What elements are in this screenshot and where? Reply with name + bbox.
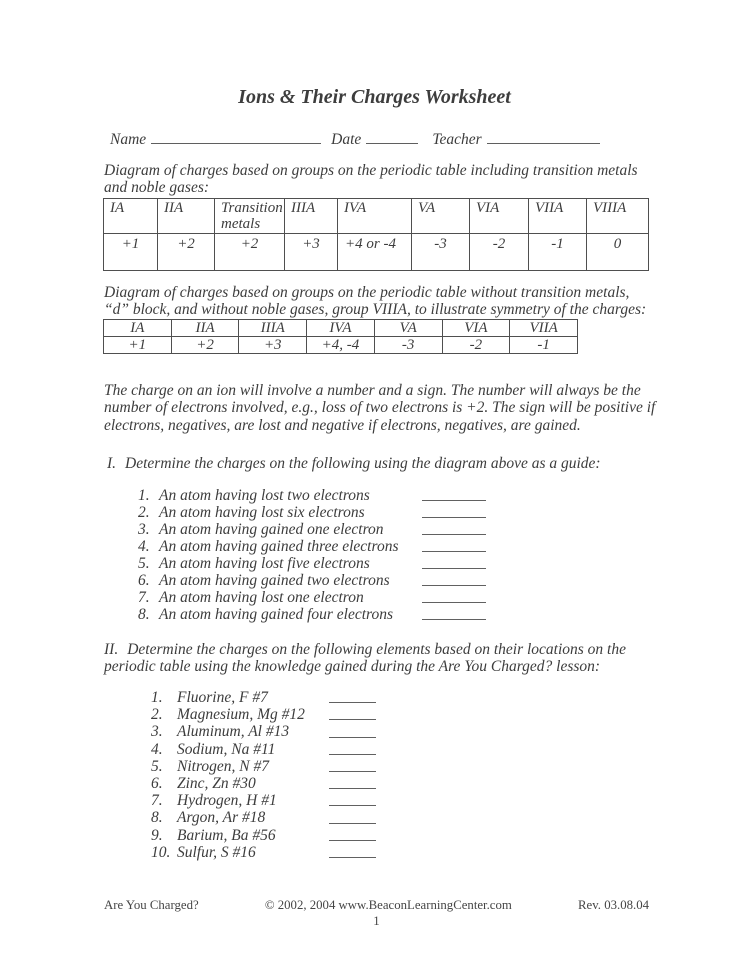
item-number: 7. [151, 792, 163, 810]
answer-blank [329, 823, 376, 824]
table-header-cell: VIA [470, 199, 529, 234]
item-text: An atom having gained one electron [159, 521, 384, 538]
table-value-cell: +2 [215, 234, 285, 271]
answer-blank [329, 719, 376, 720]
item-number: 8. [138, 606, 150, 623]
charges-table-symmetric [103, 319, 578, 354]
answer-blank [422, 517, 486, 518]
item-text: An atom having lost two electrons [159, 487, 370, 504]
item-text: Nitrogen, N #7 [177, 757, 270, 775]
table-header-cell: IVA [307, 320, 375, 337]
item-number: 9. [151, 826, 163, 844]
list-item [151, 706, 471, 723]
item-number: 5. [151, 757, 163, 775]
section1-heading-text: Determine the charges on the following using the diagram above as a guide: [125, 455, 601, 472]
intro-symmetric-table-text: Diagram of charges based on groups on the periodic table without transition metals, “d” block, and without noble gases, group VIIIA, to illustrate symmetry of the charges: [104, 284, 647, 319]
page-footer [104, 898, 649, 913]
item-number: 7. [138, 589, 150, 606]
table-row [104, 234, 649, 271]
table-header-cell: VA [374, 320, 442, 337]
item-number: 4. [151, 740, 163, 758]
footer-revision-text: Rev. 03.08.04 [578, 898, 649, 912]
table-value-cell: -3 [412, 234, 470, 271]
answer-blank [422, 568, 486, 569]
table-header-cell: VA [412, 199, 470, 234]
list-item [151, 844, 471, 861]
table-header-cell: Transition metals [215, 199, 285, 234]
table-header-cell: IA [104, 320, 172, 337]
table-header-cell: IIIA [239, 320, 307, 337]
list-item [138, 555, 568, 572]
list-item [151, 827, 471, 844]
item-number: 6. [151, 774, 163, 792]
section1-question-list [138, 487, 568, 623]
answer-blank [422, 551, 486, 552]
section2-question-list [151, 689, 471, 861]
name-label: Name [110, 131, 147, 148]
table-value-cell: +3 [285, 234, 338, 271]
item-text: An atom having gained four electrons [159, 606, 394, 623]
table-value-cell: -3 [374, 337, 442, 354]
answer-blank [329, 754, 376, 755]
item-number: 3. [151, 723, 163, 741]
answer-blank [422, 500, 486, 501]
item-number: 6. [138, 572, 150, 589]
item-text: Zinc, Zn #30 [177, 774, 256, 792]
item-text: Barium, Ba #56 [177, 826, 276, 844]
list-item [138, 572, 568, 589]
item-text: An atom having lost six electrons [159, 504, 365, 521]
list-item [138, 487, 568, 504]
teacher-label: Teacher [432, 131, 482, 148]
item-text: An atom having gained three electrons [159, 538, 399, 555]
section1-heading [107, 455, 659, 473]
teacher-blank [487, 129, 600, 144]
table-value-cell: -2 [470, 234, 529, 271]
page-title: Ions & Their Charges Worksheet [238, 86, 511, 108]
table-header-cell: IIIA [285, 199, 338, 234]
answer-blank [329, 857, 376, 858]
item-text: Magnesium, Mg #12 [177, 706, 305, 724]
table-value-cell: +1 [104, 234, 158, 271]
table-header-cell: IA [104, 199, 158, 234]
charges-table-full [103, 198, 649, 271]
table-header-cell: VIA [442, 320, 510, 337]
date-blank [366, 129, 418, 144]
table-value-cell: -1 [510, 337, 578, 354]
table-value-cell: +2 [171, 337, 239, 354]
explanation-text: The charge on an ion will involve a number and a sign. The number will always be the number of electrons involved, e.g., loss of two electrons is +2. The sign will be positive if electrons, negatives, are lost and negative if electrons, negatives, are gained. [104, 382, 656, 434]
item-number: 2. [138, 504, 150, 521]
item-text: Sodium, Na #11 [177, 740, 276, 758]
item-number: 3. [138, 521, 150, 538]
answer-blank [329, 771, 376, 772]
table-value-cell: +2 [158, 234, 215, 271]
table-row [104, 320, 578, 337]
table-value-cell: -1 [529, 234, 587, 271]
footer-copyright-text: © 2002, 2004 www.BeaconLearningCenter.com [264, 898, 512, 912]
table-header-cell: IVA [338, 199, 412, 234]
table-value-cell: -2 [442, 337, 510, 354]
list-item [138, 589, 568, 606]
page-number: 1 [373, 914, 380, 928]
item-text: An atom having gained two electrons [159, 572, 390, 589]
list-item [151, 775, 471, 792]
item-number: 2. [151, 706, 163, 724]
header-fields-row [110, 129, 670, 149]
table-value-cell: +3 [239, 337, 307, 354]
answer-blank [329, 702, 376, 703]
answer-blank [329, 840, 376, 841]
list-item [138, 538, 568, 555]
answer-blank [422, 619, 486, 620]
section2-heading-text: Determine the charges on the following elements based on their locations on the periodic table using the knowledge gained during the Are You Charged? lesson: [104, 641, 626, 676]
list-item [151, 758, 471, 775]
table-header-cell: VIIIA [587, 199, 649, 234]
item-text: An atom having lost five electrons [159, 555, 370, 572]
item-number: 1. [151, 689, 163, 706]
list-item [138, 504, 568, 521]
table-value-cell: +1 [104, 337, 172, 354]
item-number: 10. [151, 843, 171, 861]
answer-blank [329, 805, 376, 806]
table-header-cell: VIIA [529, 199, 587, 234]
item-text: Aluminum, Al #13 [177, 723, 290, 741]
list-item [151, 809, 471, 826]
item-text: Sulfur, S #16 [177, 843, 256, 861]
answer-blank [329, 737, 376, 738]
table-value-cell: +4, -4 [307, 337, 375, 354]
list-item [151, 723, 471, 740]
item-text: Argon, Ar #18 [177, 809, 266, 827]
item-text: Fluorine, F #7 [177, 689, 268, 706]
section1-number: I. [107, 455, 117, 472]
list-item [151, 689, 471, 706]
answer-blank [422, 602, 486, 603]
answer-blank [422, 534, 486, 535]
intro-full-table-text: Diagram of charges based on groups on the periodic table including transition metals and noble gases: [104, 162, 638, 197]
item-number: 8. [151, 809, 163, 827]
date-label: Date [331, 131, 362, 148]
table-header-cell: IIA [171, 320, 239, 337]
table-value-cell: +4 or -4 [338, 234, 412, 271]
item-text: An atom having lost one electron [159, 589, 364, 606]
item-text: Hydrogen, H #1 [177, 792, 277, 810]
section2-heading [104, 641, 660, 676]
section2-number: II. [104, 641, 119, 658]
item-number: 1. [138, 487, 150, 504]
table-value-cell: 0 [587, 234, 649, 271]
list-item [151, 792, 471, 809]
answer-blank [329, 788, 376, 789]
footer-left-text: Are You Charged? [104, 898, 199, 912]
table-header-cell: VIIA [510, 320, 578, 337]
list-item [151, 741, 471, 758]
table-row [104, 337, 578, 354]
item-number: 5. [138, 555, 150, 572]
table-row [104, 199, 649, 234]
name-blank [151, 129, 321, 144]
table-header-cell: IIA [158, 199, 215, 234]
list-item [138, 606, 568, 623]
list-item [138, 521, 568, 538]
answer-blank [422, 585, 486, 586]
item-number: 4. [138, 538, 150, 555]
